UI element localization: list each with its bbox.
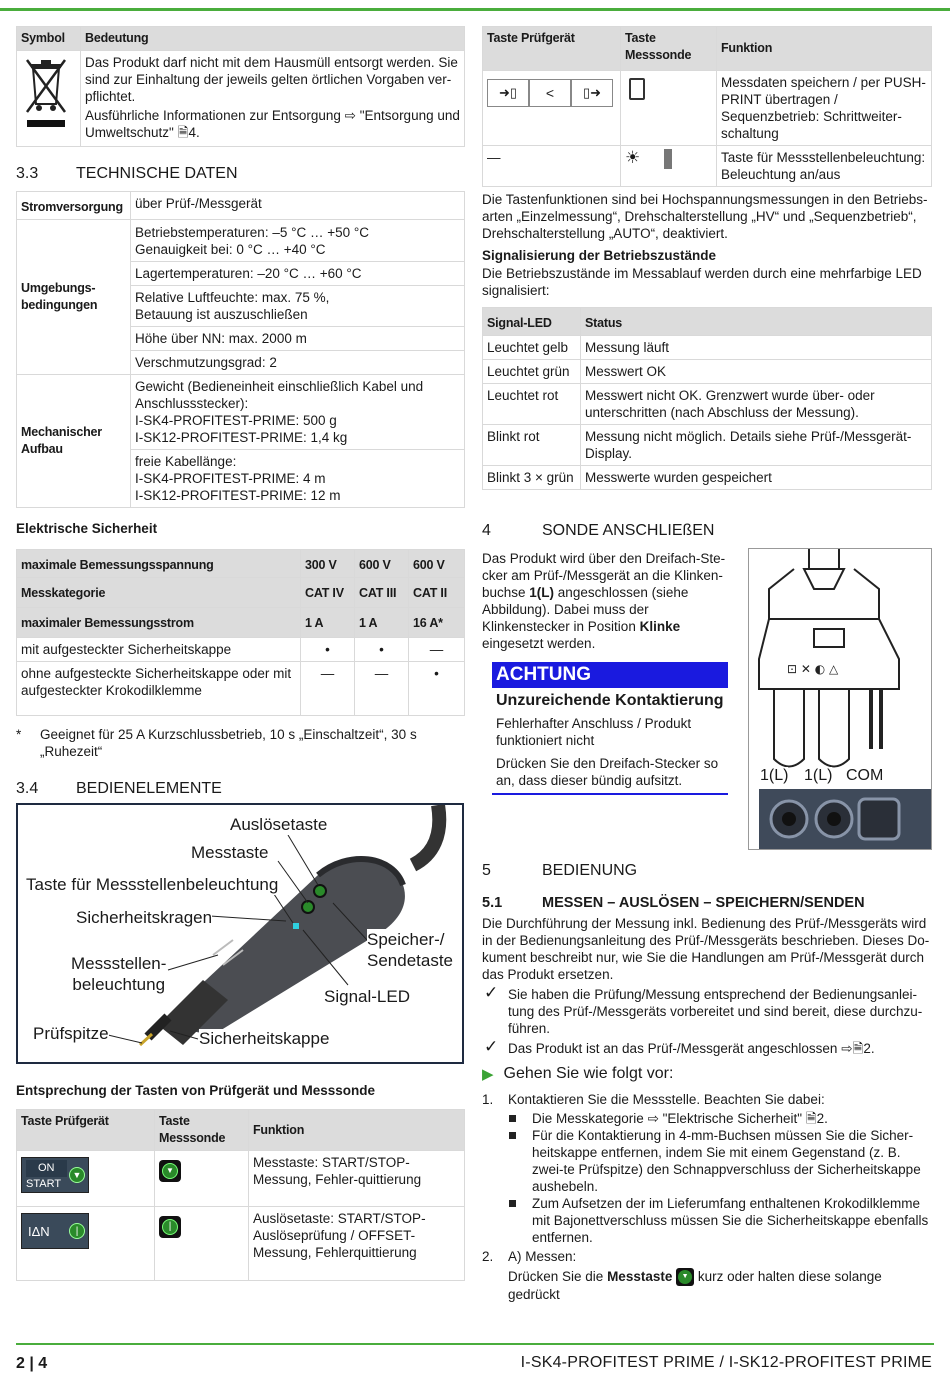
col-meaning: Bedeutung <box>81 27 465 51</box>
func-light: Taste für Messstellenbeleuchtung: Beleuchtung an/aus <box>717 146 932 187</box>
keys-table-left: Taste Prüfgerät Taste Messsonde Funktion ON START ▼ ▼ Messtaste: START/STOP-Messung, Fehler-quittierung IΔN | | Auslösetaste: START/STOP-Auslöseprüfung / OFFSET-Messung, Fehlerquittierung <box>16 1109 465 1281</box>
symbol-table <box>16 26 465 147</box>
warn-title: Unzureichende Kontaktierung <box>496 692 724 709</box>
probe-messtaste-cell <box>155 1151 249 1207</box>
light-key-icon <box>664 149 672 169</box>
page-ref-icon: 🗎 <box>177 125 189 140</box>
key-idn-cell <box>17 1207 155 1281</box>
table-row: Leuchtet rot Messwert nicht OK. Grenzwert wurde über- oder unterschritten (nach Abschluss der Messung). <box>483 384 932 425</box>
arrow-ref-icon: ⇨ <box>344 108 356 123</box>
arrow-ref-icon: ⇨ <box>841 1041 853 1056</box>
func-save: Messdaten speichern / per PUSH-PRINT übertragen / Sequenzbetrieb: Schrittweiter-schaltung <box>717 71 932 146</box>
step-2-text: Drücken Sie die Messtaste ▼ kurz oder halten diese solange gedrückt <box>508 1269 882 1303</box>
key-on-start-cell <box>17 1151 155 1207</box>
section-4-heading: 4 SONDE ANSCHLIEßEN <box>482 522 715 539</box>
weee-ref-page: 4. <box>188 125 200 140</box>
step-2: 2. A) Messen: <box>482 1249 577 1264</box>
send-icon: ▯➜ <box>571 79 613 107</box>
col-symbol: Symbol <box>17 27 81 51</box>
label-beleuchtungstaste: Taste für Messstellenbeleuchtung <box>26 875 279 894</box>
weee-bin-icon <box>21 54 71 134</box>
messtaste-inline-icon: ▼ <box>676 1268 694 1286</box>
right-column <box>482 26 932 1303</box>
signal-table: Signal-LED Status Leuchtet gelb Messung läuft Leuchtet grün Messwert OK Leuchtet rot Messwert nicht OK. Grenzwert wurde über- oder unterschritten (nach Abschluss der Messung). Blinkt rot Messung nicht möglich. Details siehe Prüf-/Messgerät-Display. Blinkt 3 × grün Messwerte wurden gespeichert <box>482 307 932 490</box>
probe-diagram <box>16 803 464 1064</box>
label-pruefspitze: Prüfspitze <box>33 1024 109 1043</box>
go-heading: ▶ Gehen Sie wie folgt vor: <box>482 1065 674 1083</box>
label-signal-led: Signal-LED <box>324 987 410 1006</box>
power-label: Stromversorgung <box>17 192 131 220</box>
idn-key: IΔN | <box>21 1213 89 1249</box>
light-key-empty: — <box>483 146 621 187</box>
socket-label-2: 1(L) <box>804 767 833 784</box>
table-row: Leuchtet grün Messwert OK <box>483 360 932 384</box>
socket-label-1: 1(L) <box>760 767 789 784</box>
operation-intro: Die Durchführung der Messung inkl. Bedienung des Prüf-/Messgeräts wird in der Bedienungsanleitung des Prüf-/Messgeräts beschrieben. Dieses Do-kument beschreibt nur, wie Sie die Handlungen am Prüf-/Messgerät durch das Produkt ersetzen. <box>482 916 930 982</box>
save-keys-cell <box>483 71 621 146</box>
achtung-label: ACHTUNG <box>492 662 728 688</box>
func-messtaste: Messtaste: START/STOP-Messung, Fehler-quittierung <box>249 1151 465 1207</box>
elec-caption: Elektrische Sicherheit <box>16 521 158 536</box>
mech-label: Mechanischer Aufbau <box>17 375 131 508</box>
table-row: Blinkt 3 × grün Messwerte wurden gespeichert <box>483 466 932 490</box>
save-arrow-icon: ➜▯ <box>487 79 529 107</box>
bottom-accent-bar <box>16 1343 934 1345</box>
weee-ref-link[interactable]: "Entsorgung und Umweltschutz" <box>85 108 460 140</box>
connector-illustration <box>749 549 932 850</box>
label-sicherheitskragen: Sicherheitskragen <box>76 908 213 927</box>
label-messstellenbeleuchtung: Messstellen- beleuchtung <box>71 954 167 994</box>
precondition-2: ✓ Das Produkt ist an das Prüf-/Messgerät angeschlossen ⇨🗎2. <box>482 1040 932 1057</box>
tech-table: Stromversorgung über Prüf-/Messgerät Umgebungs-bedingungen Betriebstemperaturen: –5 °C … +50 °C Genauigkeit bei: 0 °C … +40 °C Lagertemperaturen: –20 °C … +60 °C Relative Luftfeuchte: max. 75 %, Betauung ist auszuschließen Höhe über NN: max. 2000 m Verschmutzungsgrad: 2 Mechanischer Aufbau Gewicht (Bedieneinheit einschließlich Kabel und Anschlussstecker): I-SK4-PROFITEST-PRIME: 500 g I-SK12-PROFITEST-PRIME: 1,4 kg freie Kabellänge: I-SK4-PROFITEST-PRIME: 4 m I-SK12-PROFITEST-PRIME: 12 m <box>16 191 465 508</box>
list-item: Für die Kontaktierung in 4-mm-Buchsen müssen Sie die Sicher-heitskappe entfernen, indem Sie mit einem Gegenstand (z. B. zwei-te Prüfspitze) den Schnappverschluss der Sicherheitskappe aushebeln. <box>482 1127 932 1195</box>
label-sicherheitskappe: Sicherheitskappe <box>199 1029 330 1048</box>
warn-action: Drücken Sie den Dreifach-Stecker so an, dass dieser bündig aufsitzt. <box>496 756 719 788</box>
connector-figure <box>748 548 932 850</box>
page-ref-icon: 🗎 <box>852 1041 864 1056</box>
table-row: Leuchtet gelb Messung läuft <box>483 336 932 360</box>
probe-ausloese-cell <box>155 1207 249 1281</box>
section-5-heading: 5 BEDIENUNG <box>482 862 638 879</box>
warn-cause: Fehlerhafter Anschluss / Produkt funktioniert nicht <box>496 716 692 748</box>
keys-table-right: Taste Prüfgerät Taste Messsonde Funktion ➜▯ < ▯➜ Messdaten speichern / per PUSH-PRINT übertragen / Sequenzbetrieb: Schrittweiter-schaltung — ☀ Taste für Messstellenbeleuchtung: Beleuchtung an/aus <box>482 26 932 187</box>
section-3-4-heading: 3.4 BEDIENELEMENTE <box>16 780 222 797</box>
ausloesetaste-icon: | <box>159 1216 181 1238</box>
lamp-icon: ☀ <box>625 148 641 167</box>
step-1: 1. Kontaktieren Sie die Messstelle. Beachten Sie dabei: <box>482 1092 825 1107</box>
table-row: Blinkt rot Messung nicht möglich. Details siehe Prüf-/Messgerät-Display. <box>483 425 932 466</box>
play-arrow-icon: ▶ <box>482 1066 494 1083</box>
label-speichertaste: Speicher-/ Sendetaste <box>367 930 454 970</box>
env-storage: Lagertemperaturen: –20 °C … +60 °C <box>131 262 465 286</box>
precondition-1: ✓ Sie haben die Prüfung/Messung entsprechend der Bedienungsanlei-tung des Prüf-/Messgeräts vorbereitet und sind bereit, diese durchzu-führen. <box>482 986 932 1037</box>
env-label: Umgebungs-bedingungen <box>17 220 131 375</box>
list-item: Die Messkategorie ⇨ "Elektrische Sicherheit" 🗎2. <box>482 1110 932 1127</box>
start-triangle-icon: ▼ <box>69 1167 85 1183</box>
step-1-bullets <box>482 1110 932 1246</box>
signal-title: Signalisierung der Betriebszustände <box>482 248 717 263</box>
left-column <box>16 26 465 1281</box>
section-5-1-heading: 5.1 MESSEN – AUSLÖSEN – SPEICHERN/SENDEN <box>482 895 865 911</box>
signal-intro: Die Betriebszustände im Messablauf werden durch eine mehrfarbige LED signalisiert: <box>482 266 922 298</box>
messtaste-icon: ▼ <box>159 1160 181 1182</box>
func-ausloesetaste: Auslösetaste: START/STOP-Auslöseprüfung / OFFSET-Messung, Fehlerquittierung <box>249 1207 465 1281</box>
arrow-ref-icon: ⇨ <box>647 1111 659 1126</box>
connect-text: Das Produkt wird über den Dreifach-Ste-cker am Prüf-/Messgerät an die Klinken-buchse 1(L) angeschlossen (siehe Abbildung). Dabei muss der Klinkenstecker in Position Klinke eingesetzt werden. <box>482 551 726 651</box>
idn-bar-icon: | <box>69 1223 85 1239</box>
footer-product: I-SK4-PROFITEST PRIME / I-SK12-PROFITEST PRIME <box>520 1354 932 1371</box>
probe-save-cell <box>621 71 717 146</box>
light-key-cell <box>621 146 717 187</box>
on-start-key: ON START ▼ <box>21 1157 89 1193</box>
label-ausloesetaste: Auslösetaste <box>230 815 328 834</box>
keys-note: Die Tastenfunktionen sind bei Hochspannungsmessungen in den Betriebs-arten „Einzelmessung“, Drehschalterstellung „HV“ und „Sequenzbetrieb“, Drehschalterstellung „AUTO“, deaktiviert. <box>482 192 928 241</box>
section-4 <box>482 522 932 862</box>
save-key-icon <box>629 78 645 100</box>
page-number: 2 | 4 <box>16 1355 48 1372</box>
top-accent-bar <box>0 8 950 11</box>
weee-symbol-cell <box>17 51 81 147</box>
label-messtaste: Messtaste <box>191 843 269 862</box>
page-ref-icon: 🗎 <box>805 1111 817 1126</box>
svg-text:⊡ ✕ ◐ △: ⊡ ✕ ◐ △ <box>787 662 839 676</box>
weee-ref-text: Ausführliche Informationen zur Entsorgung <box>85 108 341 123</box>
keys-caption: Entsprechung der Tasten von Prüfgerät und Messsonde <box>16 1083 376 1098</box>
weee-text: Das Produkt darf nicht mit dem Hausmüll entsorgt werden. Sie sind zur Einhaltung der jeweils gelten örtlichen Vorgaben ver-pflichtet. <box>85 55 458 104</box>
section-3-3-heading: 3.3 TECHNISCHE DATEN <box>16 165 238 182</box>
elec-table: maximale Bemessungsspannung 300 V 600 V 600 V Messkategorie CAT IV CAT III CAT II maximaler Bemessungsstrom 1 A 1 A 16 A* mit aufgesteckter Sicherheitskappe • • — ohne aufgesteckte Sicherheitskappe oder mit aufgesteckter Krokodilklemme — — • <box>16 549 465 716</box>
env-pollution: Verschmutzungsgrad: 2 <box>131 351 465 375</box>
socket-label-com: COM <box>846 767 884 784</box>
power-value: über Prüf-/Messgerät <box>131 192 465 220</box>
elec-footnote: * Geeignet für 25 A Kurzschlussbetrieb, 10 s „Einschaltzeit“, 30 s „Ruhezeit“ <box>16 727 417 759</box>
share-icon: < <box>529 79 571 107</box>
list-item: Zum Aufsetzen der im Lieferumfang enthaltenen Krokodilklemme mit Bajonettverschluss müssen Sie die Sicherheitskappe ebenfalls entfernen. <box>482 1195 932 1246</box>
env-altitude: Höhe über NN: max. 2000 m <box>131 327 465 351</box>
